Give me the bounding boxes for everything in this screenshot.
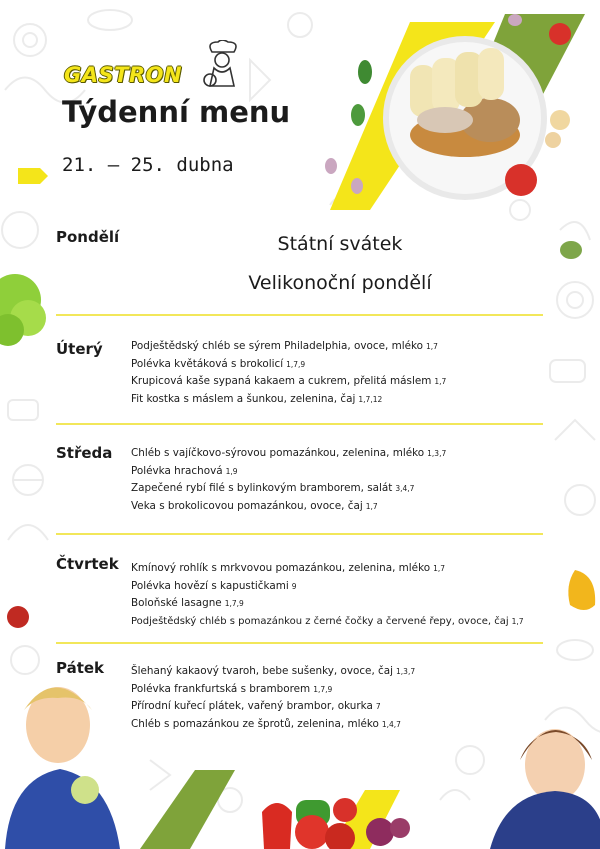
tomato-image <box>7 606 29 628</box>
page-title: Týdenní menu <box>62 95 291 129</box>
day-label-friday: Pátek <box>56 659 105 677</box>
divider <box>56 642 543 644</box>
menu-item: Podještědský chléb se sýrem Philadelphia, ovoce, mléko 1,7 <box>131 340 438 352</box>
mushroom-image <box>545 132 561 148</box>
basil-leaf-image <box>358 60 372 84</box>
garlic-image <box>508 14 522 26</box>
day-label-tuesday: Úterý <box>56 340 103 358</box>
lettuce-image <box>0 274 46 346</box>
tomato-image <box>549 23 571 45</box>
menu-item: Polévka květáková s brokolicí 1,7,9 <box>131 357 306 370</box>
garlic-image <box>325 158 337 174</box>
menu-item: Veka s brokolicovou pomazánkou, ovoce, čaj 1,7 <box>131 499 378 512</box>
menu-item: Kmínový rohlík s mrkvovou pomazánkou, zelenina, mléko 1,7 <box>131 562 446 574</box>
basil-leaf-image <box>351 104 365 126</box>
girl-photo <box>490 729 600 849</box>
menu-list-wednesday <box>131 445 561 515</box>
day-label-monday: Pondělí <box>56 228 120 246</box>
divider <box>56 423 543 425</box>
menu-item: Polévka frankfurtská s bramborem 1,7,9 <box>131 682 333 695</box>
brand-logo: GASTRON <box>64 63 183 87</box>
holiday-subtitle: Velikonoční pondělí <box>248 272 432 294</box>
menu-item: Chléb s vajíčkovo-sýrovou pomazánkou, zelenina, mléko 1,3,7 <box>131 447 447 459</box>
arrow-right-icon <box>18 168 48 184</box>
menu-item: Podještědský chléb s pomazánkou z černé čočky a červené řepy, ovoce, čaj 1,7 <box>131 615 524 627</box>
menu-list-friday <box>131 663 561 733</box>
menu-item: Šlehaný kakaový tvaroh, bebe sušenky, ovoce, čaj 1,3,7 <box>131 665 416 677</box>
day-label-thursday: Čtvrtek <box>56 555 119 573</box>
menu-item: Krupicová kaše sypaná kakaem a cukrem, přelitá máslem 1,7 <box>131 375 447 387</box>
menu-item: Boloňské lasagne 1,7,9 <box>131 597 244 609</box>
divider <box>56 314 543 316</box>
menu-list-thursday <box>131 560 561 630</box>
menu-item: Chléb s pomazánkou ze šprotů, zelenina, mléko 1,4,7 <box>131 717 401 730</box>
holiday-title: Státní svátek <box>277 233 403 255</box>
mushroom-image <box>550 110 570 130</box>
menu-item: Polévka hovězí s kapustičkami 9 <box>131 579 297 592</box>
chef-mascot-icon <box>200 40 244 90</box>
date-range: 21. – 25. dubna <box>62 154 234 176</box>
garlic-image <box>351 178 363 194</box>
tomato-image <box>505 164 537 196</box>
menu-item: Fit kostka s máslem a šunkou, zelenina, čaj 1,7,12 <box>131 392 383 405</box>
yellow-pepper-image <box>568 570 595 610</box>
menu-item: Polévka hrachová 1,9 <box>131 464 238 477</box>
olive-image <box>560 241 582 259</box>
day-label-wednesday: Středa <box>56 444 113 462</box>
green-stripe-bottom <box>140 770 235 849</box>
menu-list-tuesday <box>131 338 561 408</box>
divider <box>56 533 543 535</box>
menu-item: Zapečené rybí filé s bylinkovým bramborem, salát 3,4,7 <box>131 482 415 494</box>
boy-photo <box>5 687 120 849</box>
menu-item: Přírodní kuřecí plátek, vařený brambor, okurka 7 <box>131 700 381 712</box>
